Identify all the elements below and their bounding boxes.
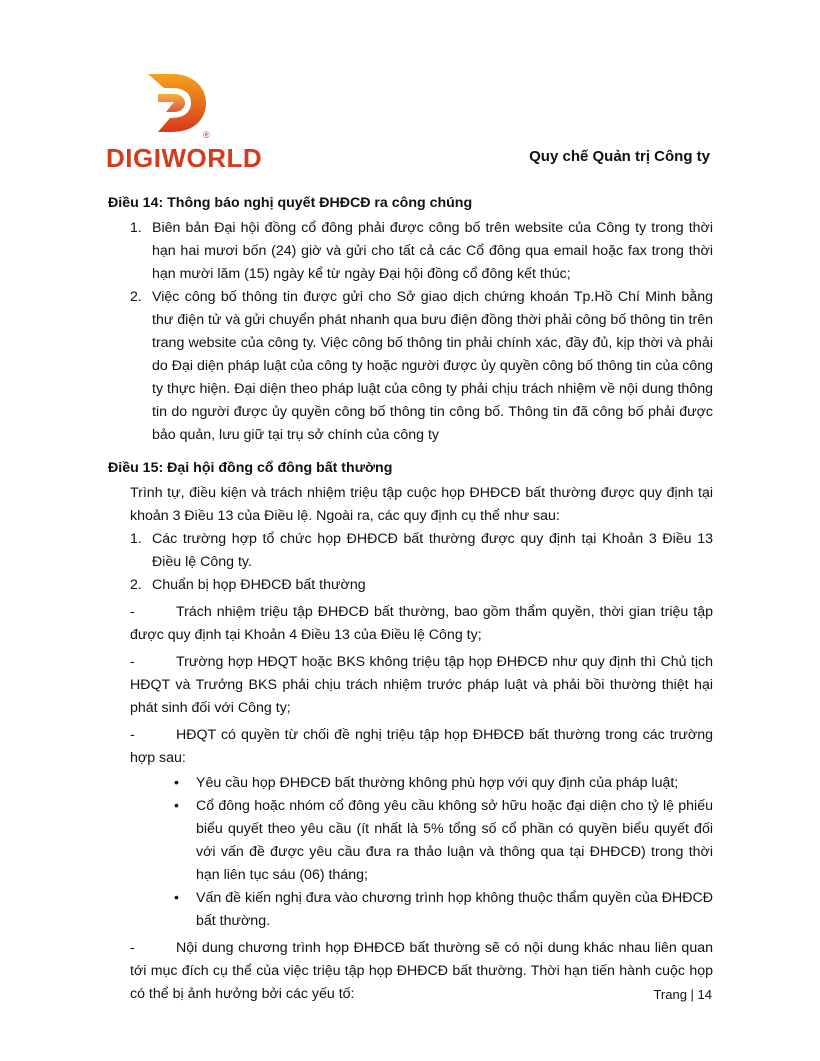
item-number: 2. [130,577,142,593]
registered-mark: ® [203,130,210,140]
bullet-text: Yêu cầu họp ĐHĐCĐ bất thường không phù hợp với quy định của pháp luật; [196,775,679,791]
item-text: Việc công bố thông tin được gửi cho Sở giao dịch chứng khoán Tp.Hồ Chí Minh bằng thư điện tử và gửi chuyển phát nhanh qua bưu điện đồng thời phải công bố thông tin trên trang website của công ty. Việc công bố thông tin phải chính xác, đầy đủ, kịp thời và phải do Đại diện pháp luật của công ty hoặc người được ủy quyền công bố thông tin của công ty thực hiện. Đại diện theo pháp luật của công ty phải chịu trách nhiệm về nội dung thông tin do người được ủy quyền công bố thông tin công bố. Thông tin đã công bố phải được bảo quản, lưu giữ tại trụ sở chính của công ty [152,289,713,443]
bullet-item [108,887,713,933]
article-15-intro: Trình tự, điều kiện và trách nhiệm triệu tập cuộc họp ĐHĐCĐ bất thường được quy định tại khoản 3 Điều 13 của Điều lệ. Ngoài ra, các quy định cụ thể như sau: [130,485,713,524]
list-item [108,217,713,286]
dash-text: Trách nhiệm triệu tập ĐHĐCĐ bất thường, bao gồm thẩm quyền, thời gian triệu tập được quy định tại Khoản 4 Điều 13 của Điều lệ Công ty; [130,604,713,643]
list-item [108,574,713,597]
article-15-list [108,528,713,597]
dash-marker: - [130,727,135,743]
bullet-item [108,795,713,887]
item-number: 1. [130,531,142,547]
article-14-list [108,217,713,447]
article-15-heading: Điều 15: Đại hội đồng cổ đông bất thường [108,460,393,476]
digiworld-d-mark-icon [144,72,208,134]
company-logo [106,72,263,173]
dash-text: Trường hợp HĐQT hoặc BKS không triệu tập họp ĐHĐCĐ như quy định thì Chủ tịch HĐQT và Trưởng BKS phải chịu trách nhiệm trước pháp luật và phải bồi thường thiệt hại phát sinh đối với Công ty; [130,654,713,716]
dash-text: Nội dung chương trình họp ĐHĐCĐ bất thường sẽ có nội dung khác nhau liên quan tới mục đích cụ thể của việc triệu tập họp ĐHĐCĐ bất thường. Thời hạn tiến hành cuộc họp có thể bị ảnh hưởng bởi các yếu tố: [130,940,713,1002]
bullet-item [108,772,713,795]
dash-item [108,651,713,720]
item-number: 1. [130,220,142,236]
bullet-icon: • [174,798,179,814]
dash-marker: - [130,940,135,956]
bullet-icon: • [174,890,179,906]
bullet-icon: • [174,775,179,791]
item-text: Các trường hợp tổ chức họp ĐHĐCĐ bất thường được quy định tại Khoản 3 Điều 13 Điều lệ Công ty. [152,531,713,570]
bullet-text: Vấn đề kiến nghị đưa vào chương trình họp không thuộc thẩm quyền của ĐHĐCĐ bất thường. [196,890,713,929]
item-text: Chuẩn bị họp ĐHĐCĐ bất thường [152,577,366,593]
dash-item [108,937,713,1006]
list-item [108,528,713,574]
dash-item [108,724,713,770]
list-item [108,286,713,447]
dash-text: HĐQT có quyền từ chối đề nghị triệu tập họp ĐHĐCĐ bất thường trong các trường hợp sau: [130,727,713,766]
document-title: Quy chế Quản trị Công ty [529,148,710,165]
bullet-text: Cổ đông hoặc nhóm cổ đông yêu cầu không sở hữu hoặc đại diện cho tỷ lệ phiếu biểu quyết theo yêu cầu (ít nhất là 5% tổng số cổ phần có quyền biểu quyết đối với vấn đề được yêu cầu đưa ra thảo luận và thông qua tại ĐHĐCĐ) trong thời hạn liên tục sáu (06) tháng; [196,798,713,883]
logo-wordmark: DIGIWORLD [106,143,263,173]
article-14-heading: Điều 14: Thông báo nghị quyết ĐHĐCĐ ra công chúng [108,195,473,211]
item-number: 2. [130,289,142,305]
dash-marker: - [130,654,135,670]
item-text: Biên bản Đại hội đồng cổ đông phải được công bố trên website của Công ty trong thời hạn hai mươi bốn (24) giờ và gửi cho tất cả các Cổ đông qua email hoặc fax trong thời hạn mười lăm (15) ngày kể từ ngày Đại hội đồng cổ đông kết thúc; [152,220,713,282]
page-number: Trang | 14 [653,987,712,1002]
refusal-conditions-list [108,772,713,933]
dash-marker: - [130,604,135,620]
document-body [108,192,713,1006]
dash-item [108,601,713,647]
